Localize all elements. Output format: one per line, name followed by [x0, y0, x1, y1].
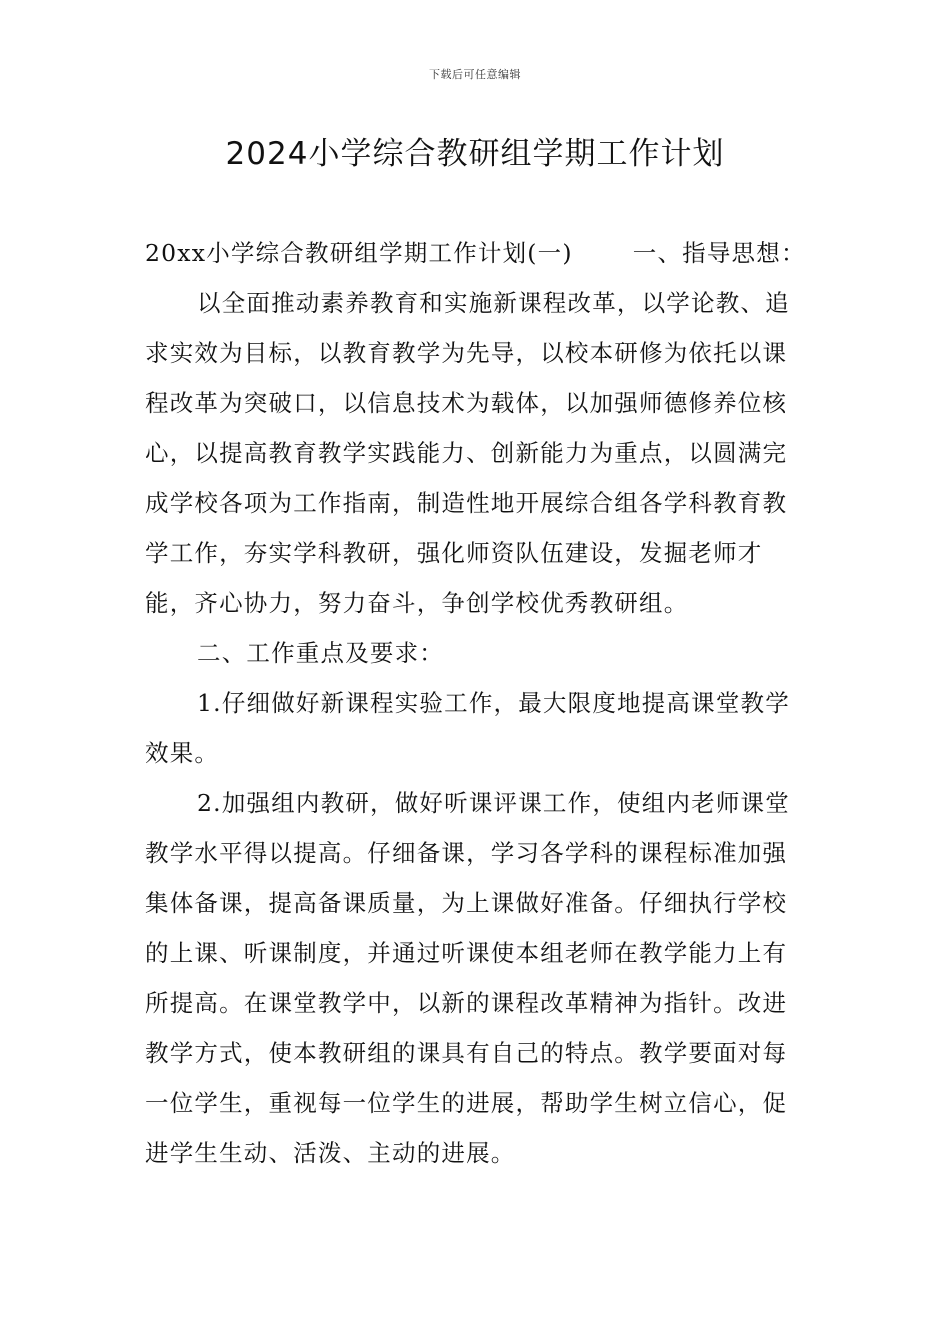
- section-heading-work-focus: 二、工作重点及要求：: [197, 639, 444, 667]
- paragraph-guiding-thought: 以全面推动素养教育和实施新课程改革，以学论教、追求实效为目标，以教育教学为先导，以校本研修为依托以课程改革为突破口，以信息技术为载体，以加强师德修养位核心，以提高教育教学实践能力、创新能力为重点，以圆满完成学校各项为工作指南，制造性地开展综合组各学科教育教学工作，夯实学科教研，强化师资队伍建设，发掘老师才能，齐心协力，努力奋斗，争创学校优秀教研组。: [145, 289, 790, 617]
- document-subtitle: 20xx小学综合教研组学期工作计划(一): [145, 239, 573, 267]
- list-item-2: 2.加强组内教研，做好听课评课工作，使组内老师课堂教学水平得以提高。仔细备课，学习各学科的课程标准加强集体备课，提高备课质量，为上课做好准备。仔细执行学校的上课、听课制度，并通过听课使本组老师在教学能力上有所提高。在课堂教学中，以新的课程改革精神为指针。改进教学方式，使本教研组的课具有自己的特点。教学要面对每一位学生，重视每一位学生的进展，帮助学生树立信心，促进学生生动、活泼、主动的进展。: [145, 789, 790, 1167]
- list-item-1: 1.仔细做好新课程实验工作，最大限度地提高课堂教学效果。: [145, 689, 790, 767]
- intro-line: [145, 228, 810, 278]
- document-title: 2024小学综合教研组学期工作计划: [225, 136, 725, 172]
- document-body: [145, 228, 810, 1178]
- header-note: 下载后可任意编辑: [429, 68, 521, 81]
- section-heading-guiding-thought: 一、指导思想：: [632, 239, 806, 267]
